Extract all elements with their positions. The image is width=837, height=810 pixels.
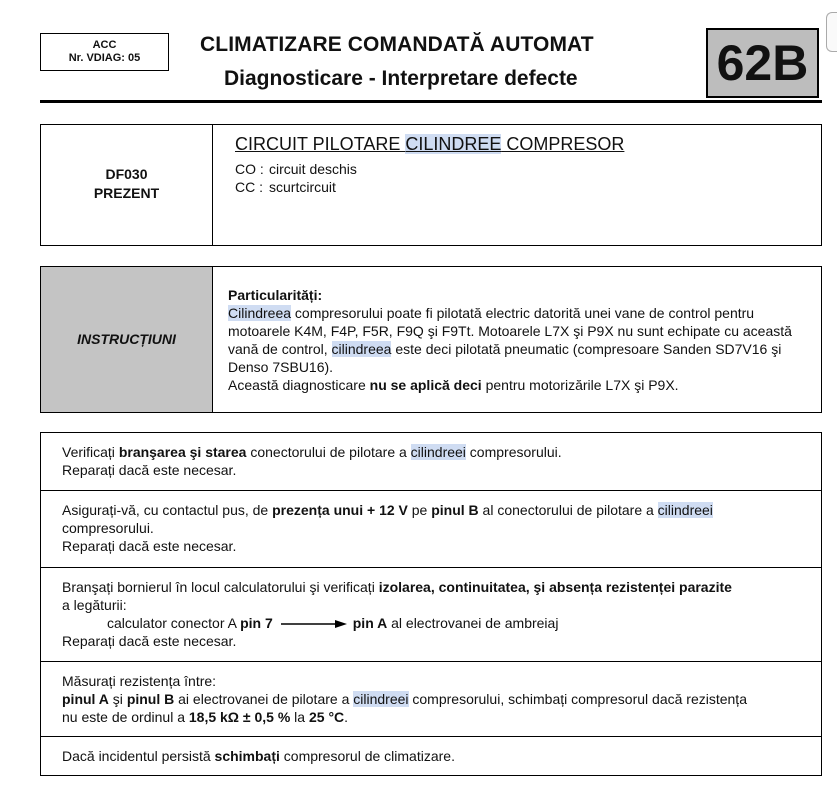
page-title: CLIMATIZARE COMANDATĂ AUTOMAT	[200, 33, 594, 56]
vdiag-label: Nr. VDIAG: 05	[68, 52, 141, 64]
right-arrow-icon	[281, 619, 347, 629]
section-code-badge: 62B	[706, 28, 819, 98]
page-subtitle: Diagnosticare - Interpretare defecte	[224, 67, 578, 90]
highlight-term: cilindreei	[657, 502, 713, 518]
repair-note: Reparați dacă este necesar.	[62, 633, 237, 649]
step-check-connector: Verificați branşarea şi starea conectorului de pilotare a cilindreei compresorului. Reparați dacă este necesar.	[40, 432, 822, 491]
repair-note: Reparați dacă este necesar.	[62, 538, 237, 554]
wiring-connection: calculator conector A pin 7 pin A al electrovanei de ambreiaj	[107, 615, 559, 631]
step-replace-compressor: Dacă incidentul persistă schimbați compresorul de climatizare.	[40, 736, 822, 776]
instructions-heading: Particularități:	[228, 287, 323, 303]
step-check-12v: Asigurați-vă, cu contactul pus, de prezența unui + 12 V pe pinul B al conectorului de pilotare a cilindreei compresorului. Reparați dacă este necesar.	[40, 490, 822, 568]
highlight-term: Cilindreea	[228, 305, 292, 321]
fault-box	[40, 124, 822, 246]
fault-title: CIRCUIT PILOTARE CILINDREE COMPRESOR	[235, 134, 625, 154]
acc-label: ACC	[92, 39, 117, 51]
fault-code-row: CO : circuit deschis	[235, 161, 357, 177]
fault-code-list	[235, 160, 357, 196]
highlight-term: cilindreei	[410, 444, 466, 460]
header-divider	[40, 100, 822, 103]
step-check-wiring: Branşați bornierul în locul calculatorului şi verificați izolarea, continuitatea, şi absența rezistenței parazite a legăturii: calculator conector A pin 7 pin A al electrovanei de ambreiaj Reparați dacă este necesar.	[40, 567, 822, 662]
fault-code: DF030	[105, 166, 148, 182]
highlight-term: cilindreea	[331, 341, 392, 357]
acc-vdiag-box	[40, 33, 169, 71]
fault-state: PREZENT	[93, 185, 160, 201]
step-measure-resistance: Măsurați rezistența între: pinul A şi pinul B ai electrovanei de pilotare a cilindreei compresorului, schimbați compresorul dacă rezistența nu este de ordinul a 18,5 kΩ ± 0,5 % la 25 °C.	[40, 661, 822, 737]
highlight-term: CILINDREE	[405, 134, 502, 154]
instructions-label: INSTRUCȚIUNI	[41, 267, 213, 412]
instructions-text: Particularități: Cilindreea compresorului poate fi pilotată electric datorită unei vane de control pentru motoarele K4M, F4P, F5R, F9Q şi F9Tt. Motoarele L7X şi P9X nu sunt echipate cu această vană de control, cilindreea este deci pilotată pneumatic (compresoare Sanden SD7V16 şi Denso 7SBU16). Această diagnosticare nu se aplică deci pentru motorizările L7X şi P9X.	[228, 287, 792, 393]
highlight-term: cilindreei	[353, 691, 409, 707]
window-edge-tab	[826, 12, 837, 52]
fault-id-cell	[41, 125, 213, 245]
instructions-box	[40, 266, 822, 413]
fault-code-row: CC : scurtcircuit	[235, 179, 336, 195]
repair-note: Reparați dacă este necesar.	[62, 462, 237, 478]
